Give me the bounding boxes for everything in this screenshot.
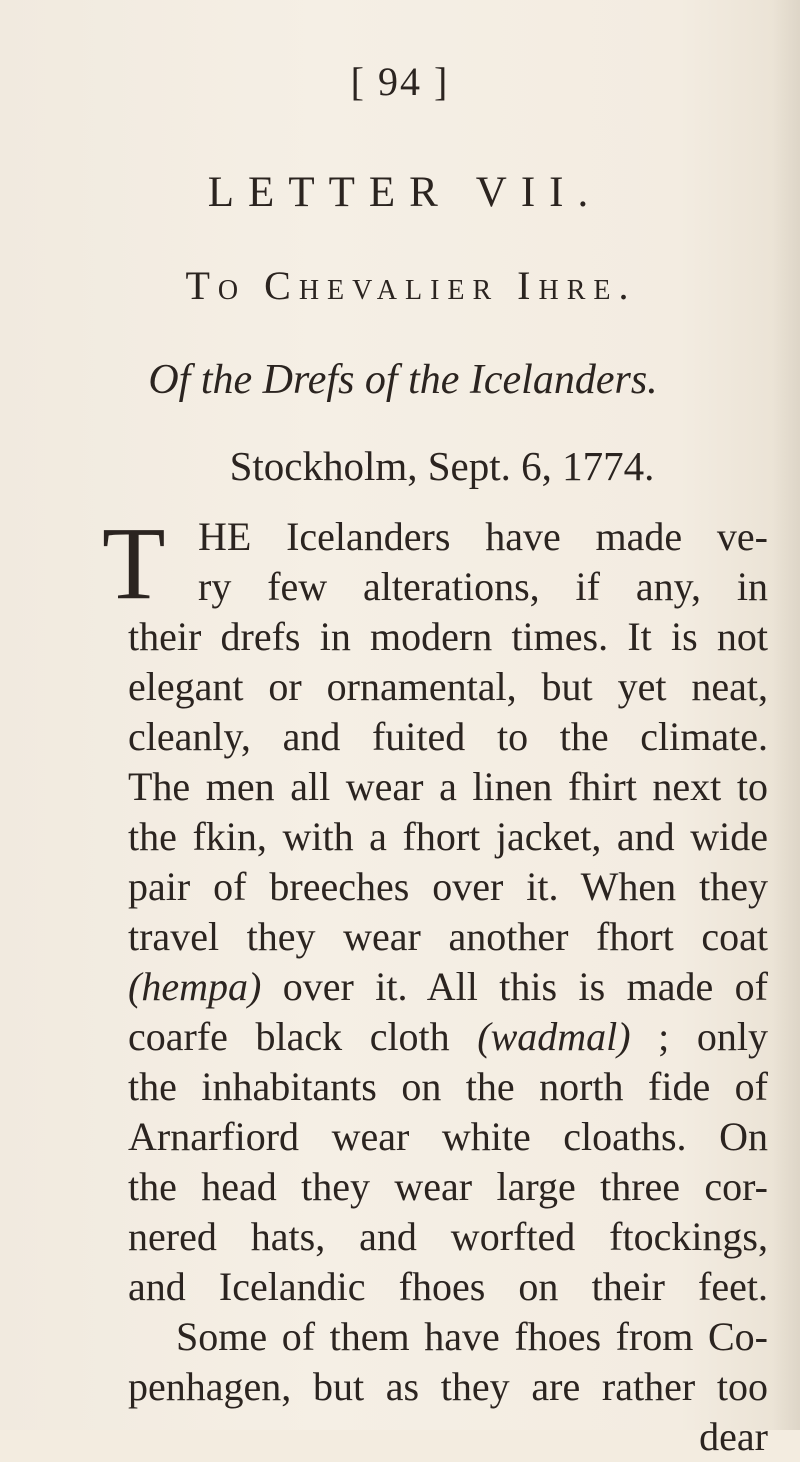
body-line: ry few alterations, if any, in (198, 564, 768, 609)
body-line: elegant or ornamental, but yet neat, (128, 664, 768, 709)
body-line: the fkin, with a fhort jacket, and wide (128, 814, 768, 859)
body-line: the head they wear large three cor- (128, 1164, 768, 1209)
letter-heading: LETTER VII. (207, 169, 603, 216)
page-number: [ 94 ] (350, 59, 450, 104)
body-line: HE Icelanders have made ve- (198, 514, 768, 559)
body-line: Some of them have fhoes from Co- (176, 1314, 768, 1359)
body-line: cleanly, and fuited to the climate. (128, 714, 768, 759)
drop-cap: T (102, 506, 166, 621)
body-line: their drefs in modern times. It is not (128, 614, 768, 659)
body-line: pair of breeches over it. When they (128, 864, 768, 909)
body-line: nered hats, and worfted ftockings, (128, 1214, 768, 1259)
letter-subject: Of the Drefs of the Icelanders. (148, 357, 658, 403)
body-line: dear (699, 1414, 768, 1459)
addressee-line: To Chevalier Ihre. (185, 263, 637, 308)
body-line: penhagen, but as they are rather too (128, 1364, 768, 1409)
body-line: travel they wear another fhort coat (128, 914, 768, 959)
letter-body (102, 506, 768, 1462)
body-line: coarfe black cloth (wadmal) ; only (128, 1014, 768, 1059)
body-line: The men all wear a linen fhirt next to (128, 764, 768, 809)
body-line: (hempa) over it. All this is made of (128, 964, 768, 1009)
body-line: and Icelandic fhoes on their feet. (128, 1264, 768, 1309)
body-line: the inhabitants on the north fide of (128, 1064, 768, 1109)
dateline: Stockholm, Sept. 6, 1774. (229, 443, 655, 489)
body-line: Arnarfiord wear white cloaths. On (128, 1114, 768, 1159)
